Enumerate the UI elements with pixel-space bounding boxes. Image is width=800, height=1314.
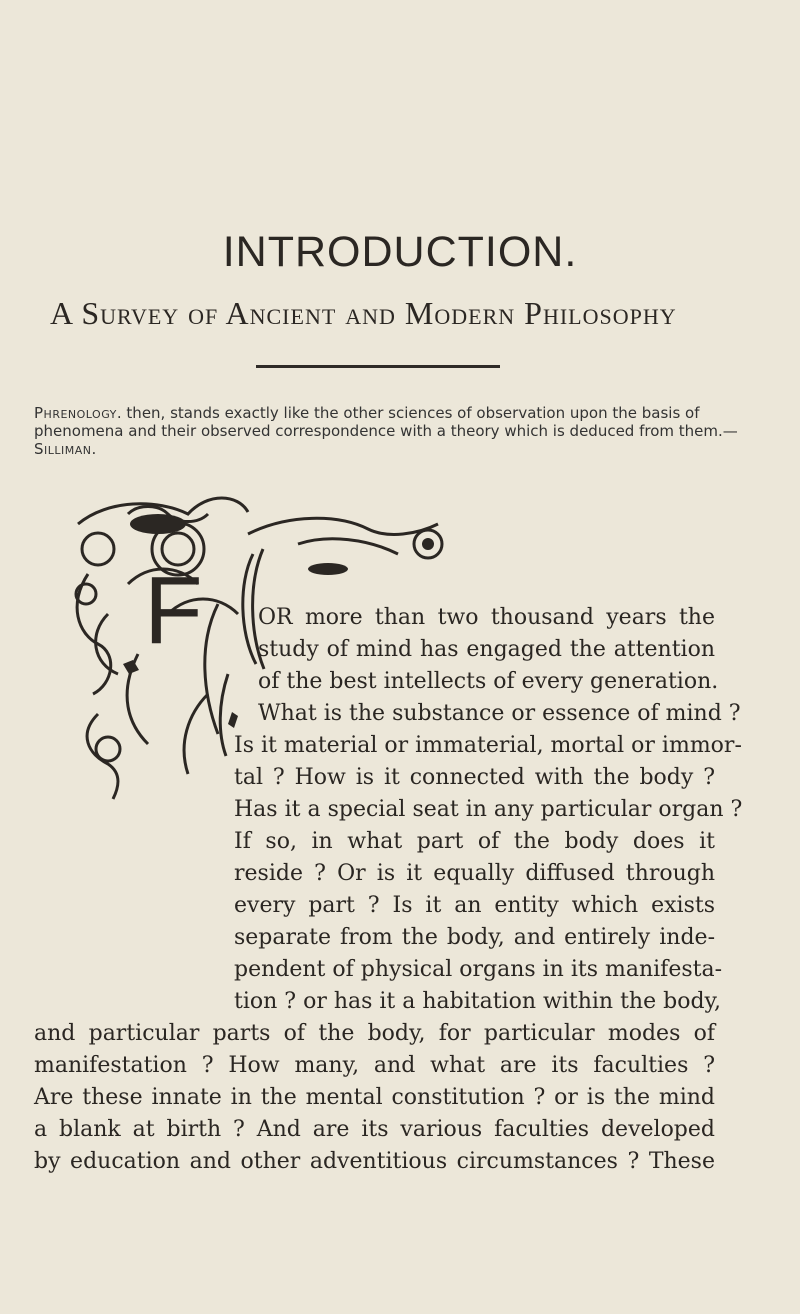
body-line: study of mind has engaged the attention — [258, 637, 715, 662]
section-title: A Survey of Ancient and Modern Philosophy — [50, 295, 677, 331]
epigraph-author: Silliman. — [34, 440, 97, 458]
body-line: pendent of physical organs in its manifesta- — [234, 957, 723, 982]
body-line: If so, in what part of the body does it — [234, 829, 715, 854]
body-line: tal ? How is it connected with the body ? — [234, 765, 715, 790]
drop-cap: F — [144, 557, 203, 664]
epigraph-lead: Phrenology — [34, 404, 117, 422]
body-line: a blank at birth ? And are its various faculties developed — [34, 1117, 715, 1142]
body-line: tion ? or has it a habitation within the body, — [234, 989, 722, 1014]
body-line: separate from the body, and entirely inde- — [234, 925, 715, 950]
body-line: manifestation ? How many, and what are its faculties ? — [34, 1053, 715, 1078]
body-line: every part ? Is it an entity which exists — [234, 893, 715, 918]
epigraph-text: . then, stands exactly like the other sciences of observation upon the basis of phenomena and their observed correspondence with a theory which is deduced from them.— — [34, 404, 738, 440]
chapter-title: INTRODUCTION. — [222, 228, 578, 276]
epigraph — [34, 404, 760, 458]
body-line: reside ? Or is it equally diffused through — [234, 861, 715, 886]
body-line: What is the substance or essence of mind ? — [258, 701, 741, 726]
body-line: OR more than two thousand years the — [258, 605, 715, 630]
divider-rule — [256, 365, 500, 368]
body-line: by education and other adventitious circumstances ? These — [34, 1149, 715, 1174]
body-line: and particular parts of the body, for particular modes of — [34, 1021, 715, 1046]
body-line: Are these innate in the mental constitution ? or is the mind — [34, 1085, 715, 1110]
body-line: of the best intellects of every generation. — [258, 669, 719, 694]
body-line: Is it material or immaterial, mortal or immor- — [234, 733, 742, 758]
body-line: Has it a special seat in any particular organ ? — [234, 797, 743, 822]
